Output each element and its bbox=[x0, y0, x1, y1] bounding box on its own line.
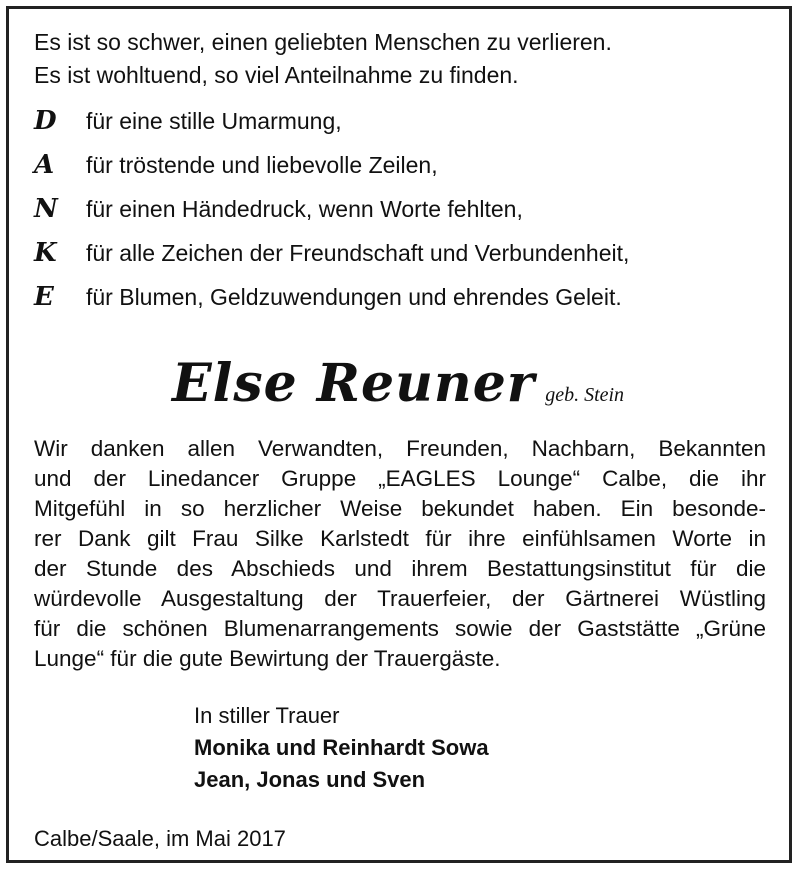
acrostic-letter: D bbox=[34, 106, 57, 136]
maiden-name: geb. Stein bbox=[545, 384, 625, 406]
deceased-name: Else Reuner bbox=[171, 353, 536, 414]
acrostic-text: für Blumen, Geldzuwendungen und ehrendes Geleit. bbox=[86, 284, 622, 310]
thanks-line: Wir danken allen Verwandten, Freunden, Nachbarn, Bekannten bbox=[34, 436, 766, 461]
thanks-line: und der Linedancer Gruppe „EAGLES Lounge“ Calbe, die ihr bbox=[34, 466, 766, 491]
obituary-notice bbox=[26, 26, 770, 852]
signature-block bbox=[194, 700, 770, 796]
intro-line: Es ist wohltuend, so viel Anteilnahme zu finden. bbox=[34, 62, 519, 88]
danke-row bbox=[34, 194, 770, 238]
acrostic-letter: N bbox=[34, 194, 58, 224]
acrostic-text: für tröstende und liebevolle Zeilen, bbox=[86, 152, 438, 178]
thanks-line: würdevolle Ausgestaltung der Trauerfeier, der Gärtnerei Wüstling bbox=[34, 586, 766, 611]
thanks-line: rer Dank gilt Frau Silke Karlstedt für ihre einfühlsamen Worte in bbox=[34, 526, 766, 551]
danke-row bbox=[34, 106, 770, 150]
mourner-line: Jean, Jonas und Sven bbox=[194, 767, 426, 792]
acrostic-letter: A bbox=[34, 150, 55, 180]
thanks-line: für die schönen Blumenarrangements sowie der Gaststätte „Grüne bbox=[34, 616, 766, 641]
danke-acrostic bbox=[34, 106, 770, 326]
mourner-line: Monika und Reinhardt Sowa bbox=[194, 735, 489, 760]
signature-heading: In stiller Trauer bbox=[194, 703, 340, 728]
intro-block bbox=[26, 26, 770, 92]
acrostic-text: für eine stille Umarmung, bbox=[86, 108, 342, 134]
acrostic-letter: K bbox=[34, 238, 57, 268]
deceased-name-block bbox=[26, 344, 770, 424]
place-date: Calbe/Saale, im Mai 2017 bbox=[34, 826, 286, 851]
acrostic-text: für einen Händedruck, wenn Worte fehlten, bbox=[86, 196, 523, 222]
danke-row bbox=[34, 150, 770, 194]
thanks-line: Lunge“ für die gute Bewirtung der Trauergäste. bbox=[34, 646, 501, 671]
danke-row bbox=[34, 238, 770, 282]
thanks-line: der Stunde des Abschieds und ihrem Bestattungsinstitut für die bbox=[34, 556, 766, 581]
intro-line: Es ist so schwer, einen geliebten Menschen zu verlieren. bbox=[34, 29, 612, 55]
acrostic-letter: E bbox=[34, 282, 54, 312]
danke-row bbox=[34, 282, 770, 326]
acrostic-text: für alle Zeichen der Freundschaft und Verbundenheit, bbox=[86, 240, 630, 266]
thanks-paragraph bbox=[34, 434, 766, 674]
thanks-line: Mitgefühl in so herzlicher Weise bekundet haben. Ein besonde- bbox=[34, 496, 766, 521]
